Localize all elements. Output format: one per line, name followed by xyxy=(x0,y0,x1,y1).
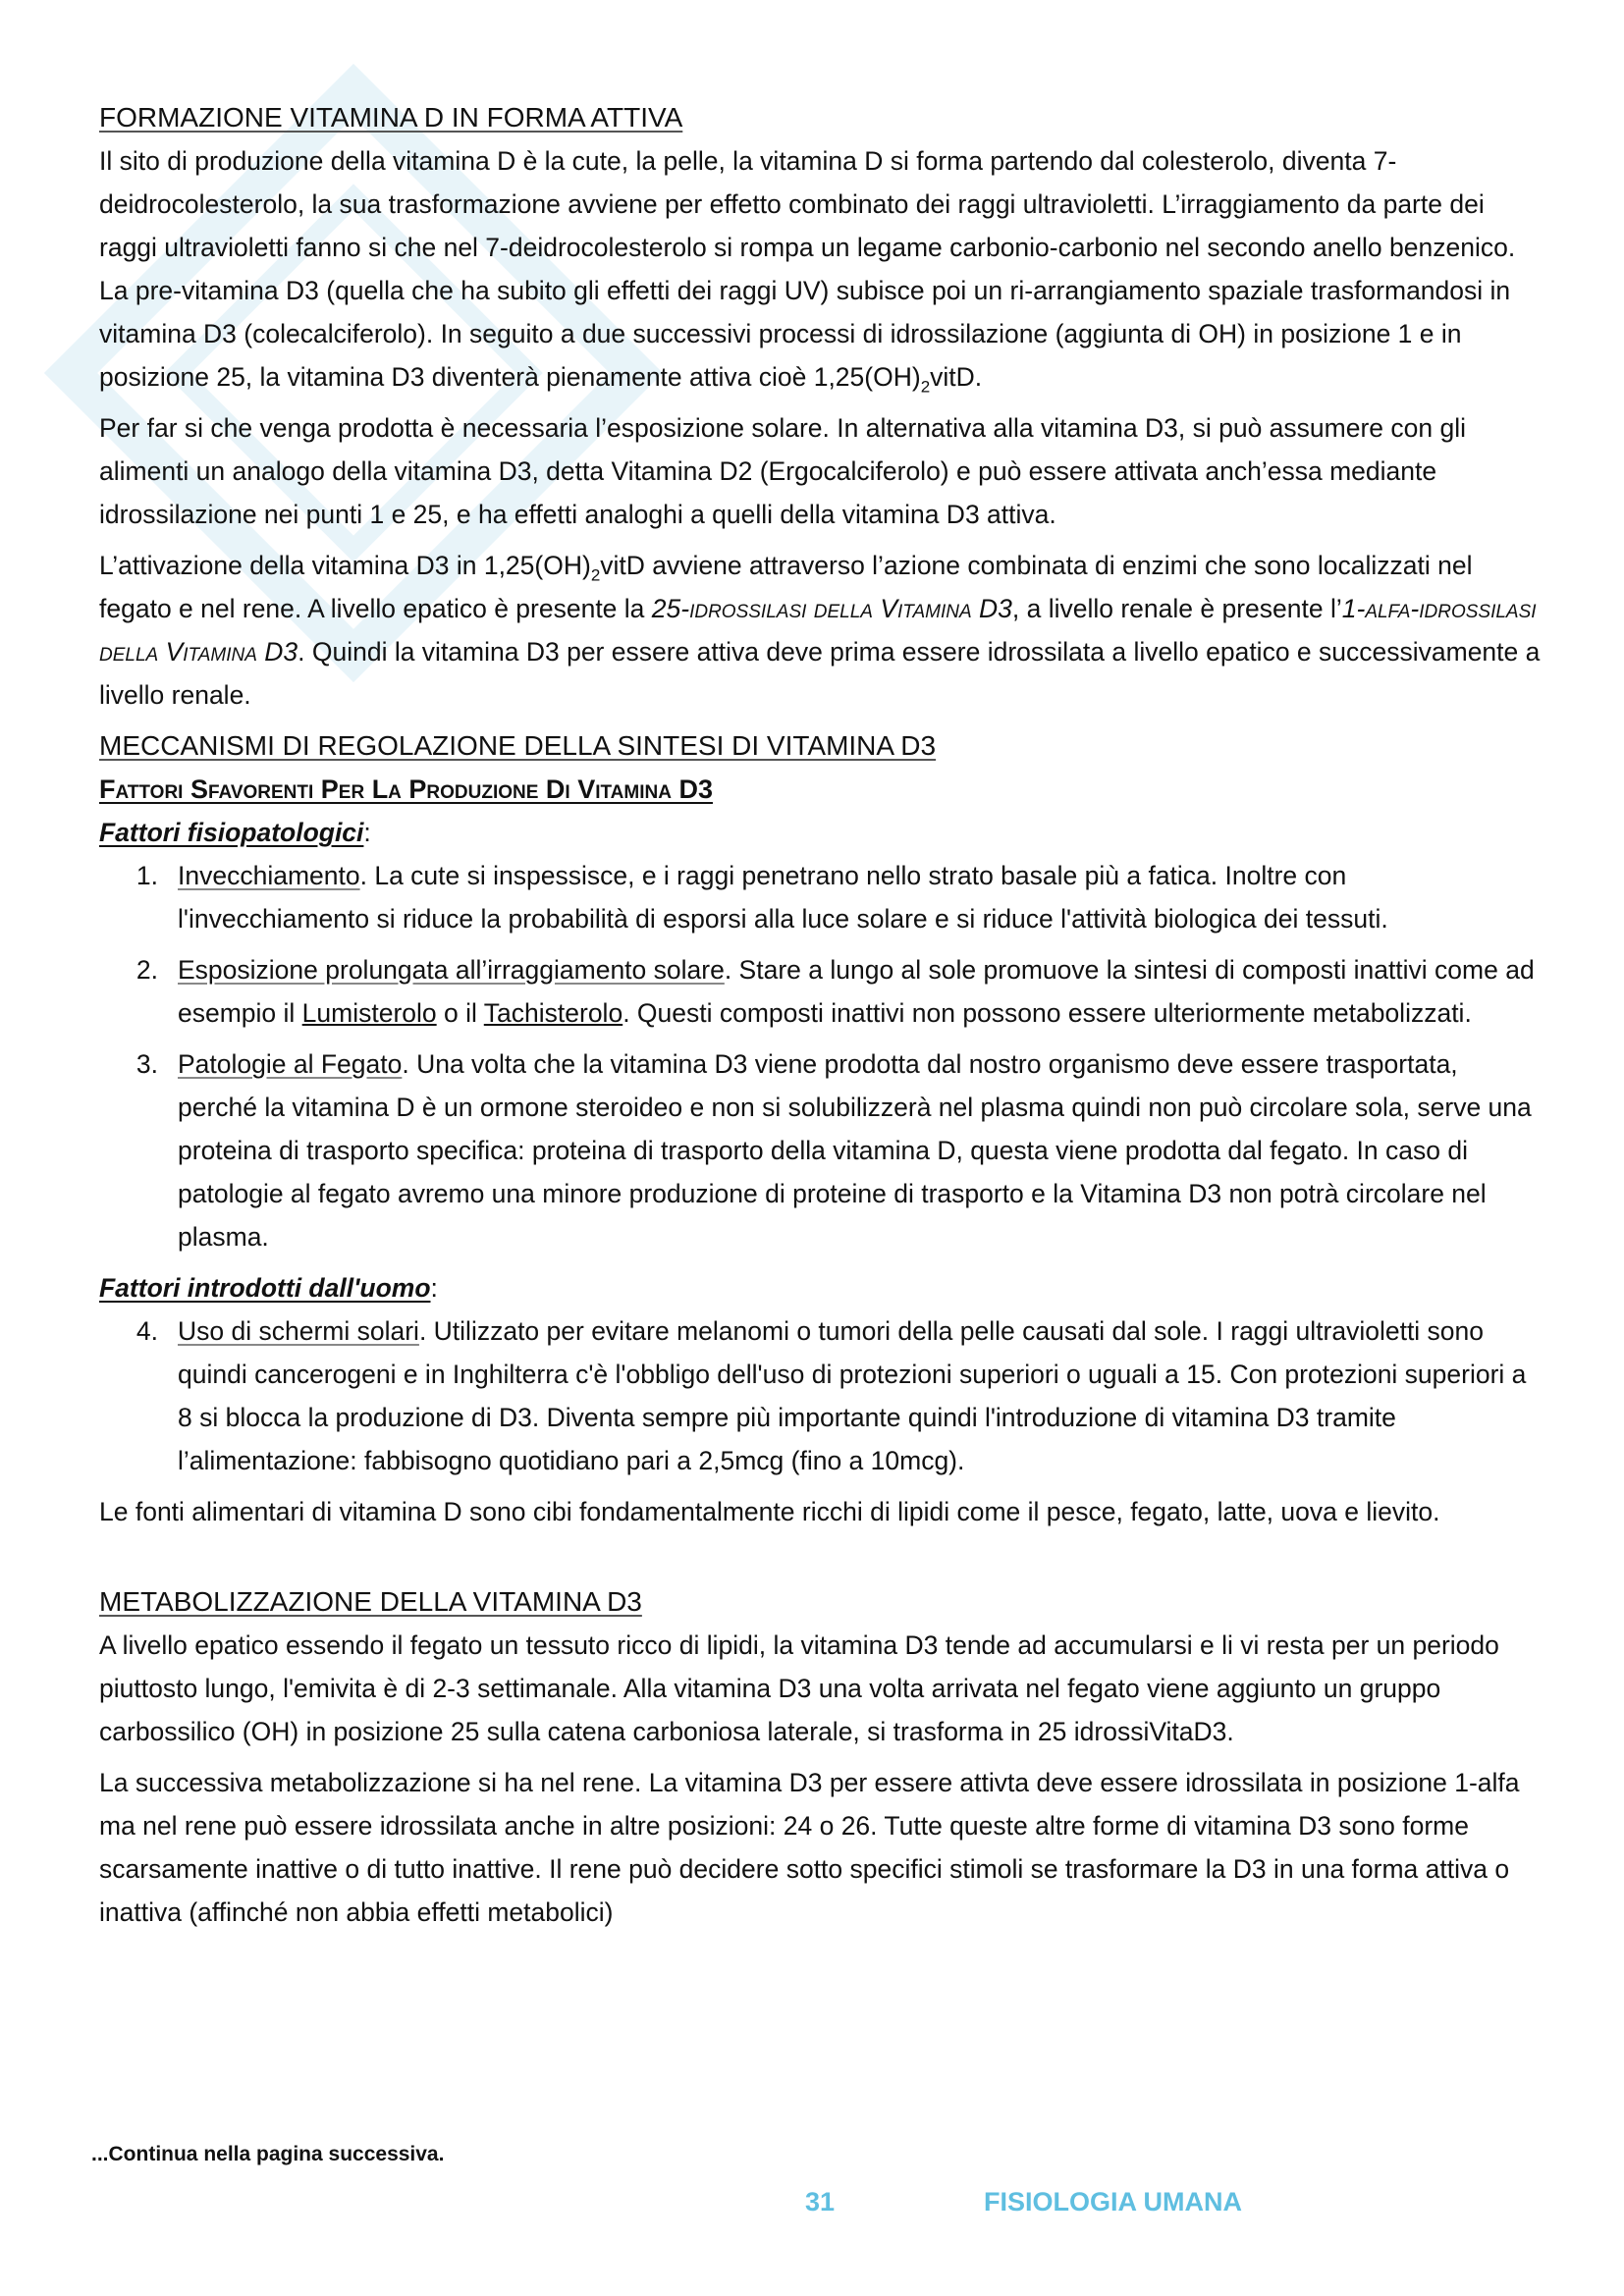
group-label-text: Fattori fisiopatologici xyxy=(99,818,364,847)
list-keyword: Uso di schermi solari xyxy=(178,1316,419,1346)
section-title-meccanismi: MECCANISMI DI REGOLAZIONE DELLA SINTESI DI VITAMINA D3 xyxy=(99,730,937,761)
list-number: 3. xyxy=(135,1049,158,1079)
enzyme-name: 1-alfa-idrossilasi della Vitamina D3 xyxy=(99,594,1537,667)
list-body xyxy=(178,1309,1543,1482)
document-body xyxy=(99,96,1543,1942)
list-text: o il xyxy=(436,998,484,1028)
paragraph xyxy=(99,139,1543,399)
paragraph-text: L’attivazione della vitamina D3 in 1,25(OH) xyxy=(99,551,591,580)
list-text: . Una volta che la vitamina D3 viene prodotta dal nostro organismo deve essere trasportata, perché la vitamina D è un ormone steroideo e non si solubilizzerà nel plasma quindi non può circolare sola, serve una proteina di trasporto specifica: proteina di trasporto della vitamina D, questa viene prodotta dal fegato. In caso di patologie al fegato avremo una minore produzione di proteine di trasporto e la Vitamina D3 non potrà circolare nel plasma. xyxy=(178,1049,1532,1252)
list-number: 2. xyxy=(135,955,158,985)
paragraph-text: . Quindi la vitamina D3 per essere attiva deve prima essere idrossilata a livello epatico e successivamente a livello renale. xyxy=(99,637,1541,710)
subscript: 2 xyxy=(590,565,601,585)
subsection-title-fattori: Fattori Sfavorenti Per La Produzione Di Vitamina D3 xyxy=(99,774,713,804)
section-title-metabolizzazione: METABOLIZZAZIONE DELLA VITAMINA D3 xyxy=(99,1586,642,1617)
enzyme-name: 25-idrossilasi della Vitamina D3 xyxy=(651,594,1012,623)
list-text: . Stare a lungo al sole promuove la sintesi di composti inattivi come ad esempio il xyxy=(178,955,1535,1028)
page-number: 31 xyxy=(805,2187,836,2216)
colon: : xyxy=(363,818,371,847)
list-number: 4. xyxy=(135,1316,158,1346)
group-label xyxy=(99,1266,1543,1309)
list-item xyxy=(99,1042,1543,1258)
list-body xyxy=(178,1042,1543,1258)
spacer xyxy=(99,1541,1543,1580)
term: Lumisterolo xyxy=(301,998,437,1028)
paragraph-text: vitD avviene attraverso l’azione combinata di enzimi che sono localizzati nel fegato e nel rene. A livello epatico è presente la xyxy=(99,551,1473,623)
group-label xyxy=(99,811,1543,854)
paragraph-text: vitD. xyxy=(930,362,983,392)
list-keyword: Esposizione prolungata all’irraggiamento solare xyxy=(178,955,725,985)
list-item xyxy=(99,854,1543,940)
list-number: 1. xyxy=(135,861,158,890)
list-text: . La cute si inspessisce, e i raggi penetrano nello strato basale più a fatica. Inoltre con l'invecchiamento si riduce la probabilità di esporsi alla luce solare e si riduce l'attività biologica dei tessuti. xyxy=(178,861,1388,934)
term: Tachisterolo xyxy=(483,998,623,1028)
colon: : xyxy=(430,1273,438,1303)
list-keyword: Patologie al Fegato xyxy=(178,1049,403,1079)
paragraph: Le fonti alimentari di vitamina D sono cibi fondamentalmente ricchi di lipidi come il pesce, fegato, latte, uova e lievito. xyxy=(99,1497,1440,1526)
paragraph xyxy=(99,544,1543,717)
paragraph: Per far si che venga prodotta è necessaria l’esposizione solare. In alternativa alla vitamina D3, si può assumere con gli alimenti un analogo della vitamina D3, detta Vitamina D2 (Ergocalciferolo) e può essere attivata anch’essa mediante idrossilazione nei punti 1 e 25, e ha effetti analoghi a quelli della vitamina D3 attiva. xyxy=(99,413,1466,529)
paragraph-text: , a livello renale è presente l’ xyxy=(1011,594,1342,623)
subscript: 2 xyxy=(920,377,931,397)
group-label-text: Fattori introdotti dall'uomo xyxy=(99,1273,431,1303)
paragraph: A livello epatico essendo il fegato un tessuto ricco di lipidi, la vitamina D3 tende ad accumularsi e li vi resta per un periodo piuttosto lungo, l'emivita è di 2-3 settimanale. Alla vitamina D3 una volta arrivata nel fegato viene aggiunto un gruppo carbossilico (OH) in posizione 25 sulla catena carboniosa laterale, si trasforma in 25 idrossiVitaD3. xyxy=(99,1630,1499,1746)
paragraph: La successiva metabolizzazione si ha nel rene. La vitamina D3 per essere attivta deve essere idrossilata in posizione 1-alfa ma nel rene può essere idrossilata anche in altre posizioni: 24 o 26. Tutte queste altre forme di vitamina D3 sono forme scarsamente inattive o di tutto inattive. Il rene può decidere sotto specifici stimoli se trasformare la D3 in una forma attiva o inattiva (affinché non abbia effetti metabolici) xyxy=(99,1768,1520,1927)
list-item xyxy=(99,1309,1543,1482)
section-title-formazione: FORMAZIONE VITAMINA D IN FORMA ATTIVA xyxy=(99,102,683,133)
list-text: . Utilizzato per evitare melanomi o tumori della pelle causati dal sole. I raggi ultravioletti sono quindi cancerogeni e in Inghilterra c'è l'obbligo dell'uso di protezioni superiori o uguali a 15. Con protezioni superiori a 8 si blocca la produzione di D3. Diventa sempre più importante quindi l'introduzione di vitamina D3 tramite l’alimentazione: fabbisogno quotidiano pari a 2,5mcg (fino a 10mcg). xyxy=(178,1316,1527,1475)
list-text: . Questi composti inattivi non possono essere ulteriormente metabolizzati. xyxy=(623,998,1472,1028)
list-keyword: Invecchiamento xyxy=(178,861,360,890)
continue-note: ...Continua nella pagina successiva. xyxy=(91,2143,445,2165)
list-body xyxy=(178,854,1543,940)
list-body xyxy=(178,948,1543,1035)
paragraph-text: Il sito di produzione della vitamina D è la cute, la pelle, la vitamina D si forma partendo dal colesterolo, diventa 7-deidrocolesterolo, la sua trasformazione avviene per effetto combinato dei raggi ultravioletti. L’irraggiamento da parte dei raggi ultravioletti fanno si che nel 7-deidrocolesterolo si rompa un legame carbonio-carbonio nel secondo anello benzenico. La pre-vitamina D3 (quella che ha subito gli effetti dei raggi UV) subisce poi un ri-arrangiamento spaziale trasformandosi in vitamina D3 (colecalciferolo). In seguito a due successivi processi di idrossilazione (aggiunta di OH) in posizione 1 e in posizione 25, la vitamina D3 diventerà pienamente attiva cioè 1,25(OH) xyxy=(99,146,1516,392)
list-item xyxy=(99,948,1543,1035)
footer-title: FISIOLOGIA UMANA xyxy=(984,2187,1242,2216)
